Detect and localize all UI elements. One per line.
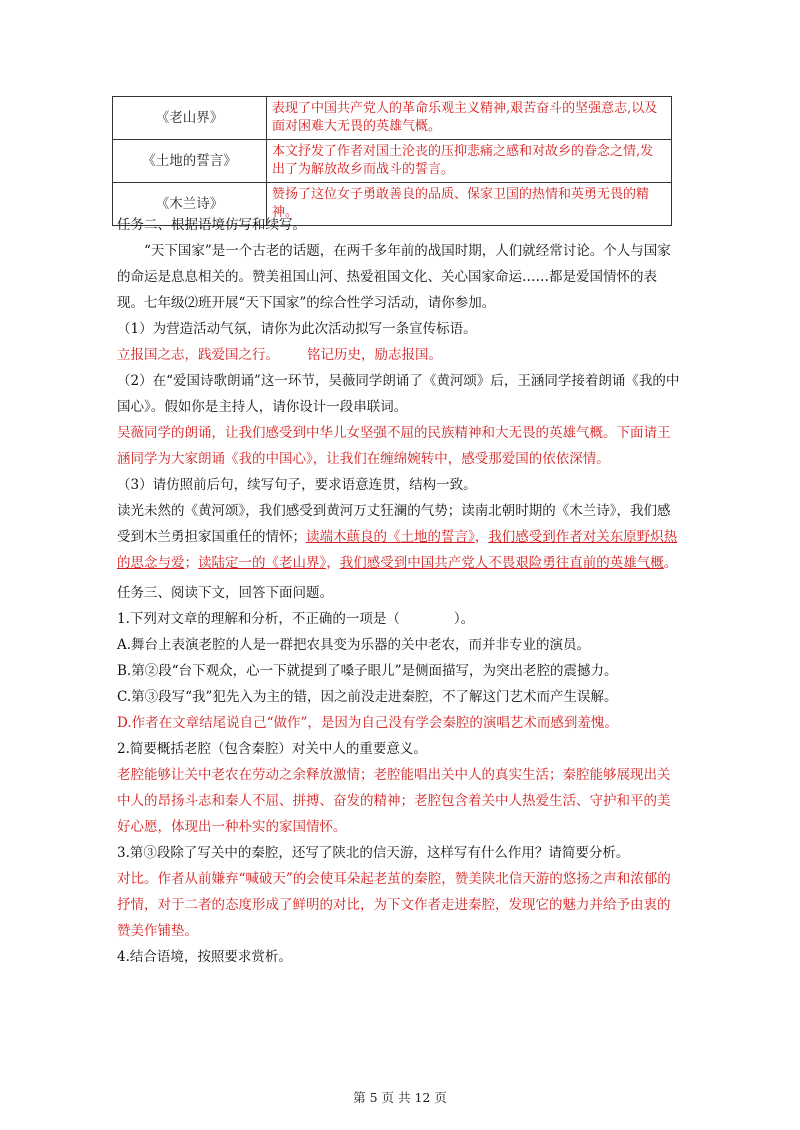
- answer-3-part-4: 我们感受到中国共产党人不畏艰险勇往直前的英雄气概: [339, 555, 664, 571]
- task3-question-1-text: 1.下列对文章的理解和分析，不正确的一项是（: [117, 611, 400, 627]
- answer-3-sep-3: ，: [326, 555, 340, 571]
- option-c: C.第③段写“我”犯先入为主的错，因之前没走进秦腔，不了解这门艺术而产生误解。: [117, 689, 618, 705]
- answer-3-part-1: 读端木蕻良的《土地的誓言》: [306, 529, 475, 545]
- task2-answer-3: [117, 498, 683, 576]
- answer-3-part-2: 我们感受到作者对关东原野炽热的思念与爱: [117, 529, 678, 571]
- work-description: 表现了中国共产党人的革命乐观主义精神,艰苦奋斗的坚强意志,以及面对困难大无畏的英雄气概。: [267, 97, 672, 140]
- answer-3-sep-2: ；: [184, 555, 198, 571]
- task3-question-1: [117, 606, 683, 632]
- task2-question-1: （1）为营造活动气氛，请你为此次活动拟写一条宣传标语。: [117, 321, 477, 337]
- task2-question-2: （2）在“爱国诗歌朗诵”这一环节，吴薇同学朗诵了《黄河颂》后，王涵同学接着朗诵《我的中国心》。假如你是主持人，请你设计一段串联词。: [117, 373, 680, 415]
- answer-3-part-3: 读陆定一的《老山界》: [198, 555, 327, 571]
- answer-3-end: 。: [663, 555, 678, 571]
- task2-question-3: （3）请仿照前后句，续写句子，要求语意连贯，结构一致。: [117, 477, 477, 493]
- task2-heading: 任务二、根据语境仿写和续写。: [117, 217, 306, 233]
- table-row: [113, 97, 672, 140]
- work-description: 本文抒发了作者对国土沦丧的压抑悲痛之感和对故乡的眷念之情,发出了为解放故乡而战斗的誓言。: [267, 140, 672, 183]
- task3-question-3: 3.第③段除了写关中的秦腔，还写了陕北的信天游，这样写有什么作用？请简要分析。: [117, 845, 630, 861]
- task2-answer-1: [117, 342, 683, 368]
- task3-answer-2: 老腔能够让关中老农在劳动之余释放激情；老腔能唱出关中人的真实生活；秦腔能够展现出关中人的昂扬斗志和秦人不屈、拼搏、奋发的精神；老腔包含着关中人热爱生活、守护和平的美好心愿，体现出一种朴实的家国情怀。: [117, 767, 671, 835]
- task3-question-4: 4.结合语境，按照要求赏析。: [117, 949, 292, 965]
- works-table: [112, 96, 672, 226]
- task2-intro: “天下国家”是一个古老的话题，在两千多年前的战国时期，人们就经常讨论。个人与国家的命运是息息相关的。赞美祖国山河、热爱祖国文化、关心国家命运……都是爱国情怀的表现。七年级⑵班开展“天下国家”的综合性学习活动，请你参加。: [117, 243, 671, 311]
- slogan-2: 铭记历史，励志报国。: [307, 347, 442, 363]
- work-title: 《木兰诗》: [113, 183, 267, 226]
- table-row: [113, 140, 672, 183]
- task3-answer-3: 对比。作者从前嫌弃“喊破天”的会使耳朵起老茧的秦腔，赞美陕北信天游的悠扬之声和浓郁的抒情，对于二者的态度形成了鲜明的对比，为下文作者走进秦腔，发现它的魅力并给予由衷的赞美作铺垫。: [117, 871, 671, 939]
- slogan-1: 立报国之志，践爱国之行。: [117, 347, 279, 363]
- page-number: 第 5 页 共 12 页: [353, 1090, 447, 1105]
- task2-answer-2: 吴薇同学的朗诵，让我们感受到中华儿女坚强不屈的民族精神和大无畏的英雄气概。下面请王涵同学为大家朗诵《我的中国心》，让我们在缠绵婉转中，感受那爱国的依依深情。: [117, 425, 671, 467]
- option-d: D.作者在文章结尾说自己“做作”，是因为自己没有学会秦腔的演唱艺术而感到羞愧。: [117, 715, 618, 731]
- work-title: 《老山界》: [113, 97, 267, 140]
- option-a: A.舞台上表演老腔的人是一群把农具变为乐器的关中老农，而并非专业的演员。: [117, 637, 591, 653]
- work-title: 《土地的誓言》: [113, 140, 267, 183]
- task3-heading: 任务三、阅读下文，回答下面问题。: [117, 585, 333, 601]
- answer-3-given: 读光未然的《黄河颂》，我们感受到黄河万丈狂澜的气势；读南北朝时期的《木兰诗》，我们感受到木兰勇担家国重任的情怀；: [117, 503, 671, 545]
- work-description: 赞扬了这位女子勇敢善良的品质、保家卫国的热情和英勇无畏的精神。: [267, 183, 672, 226]
- option-b: B.第②段“台下观众，心一下就提到了嗓子眼儿”是侧面描写，为突出老腔的震撼力。: [117, 663, 618, 679]
- main-content: [117, 212, 683, 970]
- task3-question-1-close: ）。: [453, 611, 475, 627]
- task3-question-2: 2.简要概括老腔（包含秦腔）对关中人的重要意义。: [117, 741, 427, 757]
- answer-3-sep-1: ，: [474, 529, 489, 545]
